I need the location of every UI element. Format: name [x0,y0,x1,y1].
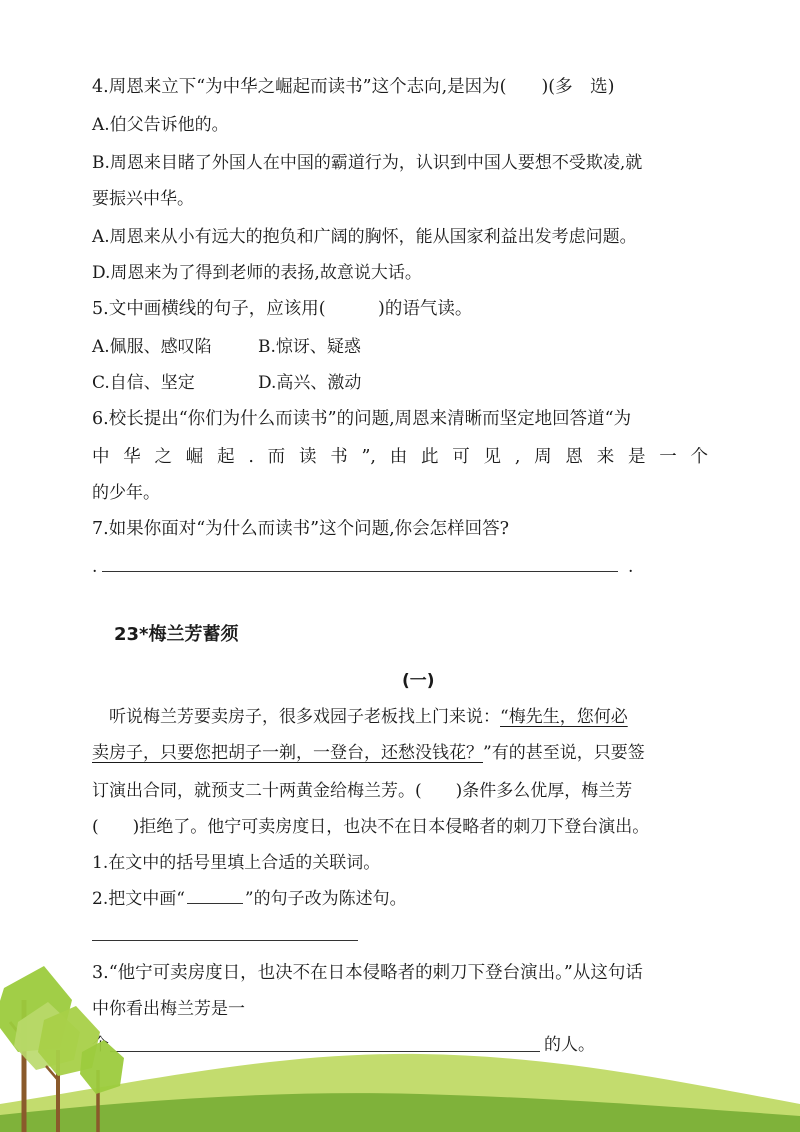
section-title: 23*梅兰芳蓄须 [114,624,239,645]
passage-l1-plain: 听说梅兰芳要卖房子，很多戏园子老板找上门来说： [92,707,500,727]
q7-answer-suffix: . [628,557,634,577]
q6-char: 中 [92,447,110,467]
q5-stem: 5.文中画横线的句子，应该用( )的语气读。 [92,299,473,319]
q5-option-c: C.自信、坚定 [92,373,195,393]
q7-stem: 7.如果你面对“为什么而读书”这个问题,你会怎样回答? [92,519,510,539]
q6-char: 恩 [565,447,583,467]
q6-char: 一 [659,447,677,467]
q6-char: 见 [483,447,502,467]
q4-option-b-line2: 要振兴中华。 [92,189,194,209]
q6-line1: 6.校长提出“你们为什么而读书”的问题,周恩来清晰而坚定地回答道“为 [92,409,632,429]
q6-char: 此 [421,447,439,467]
q5-option-d: D.高兴、激动 [258,373,362,393]
p2-q3-line1: 3.“他宁可卖房度日，也决不在日本侵略者的刺刀下登台演出。”从这句话 [92,963,643,983]
q6-char: 周 [534,447,552,467]
q4-option-c: A.周恩来从小有远大的抱负和广阔的胸怀，能从国家利益出发考虑问题。 [92,227,637,247]
passage-line4: ( )拒绝了。他宁可卖房度日，也决不在日本侵略者的刺刀下登台演出。 [92,817,650,837]
p2-q3-suffix: 的人。 [544,1035,595,1055]
q6-char: 之 [154,447,173,467]
p2-q2-suffix: ”的句子改为陈述句。 [244,889,407,909]
p2-q2-prefix: 2.把文中画“ [92,889,185,909]
passage-l1-underlined: “梅先生，您何必 [500,707,628,727]
q6-char: 读 [298,447,317,467]
q6-char: ”, [361,447,376,467]
q5-option-a: A.佩服、感叹陷 [92,337,212,357]
q6-char: 起 [217,447,235,467]
p2-q1: 1.在文中的括号里填上合适的关联词。 [92,853,381,873]
p2-q3-line2: 中你看出梅兰芳是一 [92,999,245,1019]
passage-l2-plain: ”有的甚至说，只要签 [483,743,645,763]
q5-option-b: B.惊讶、疑惑 [258,337,361,357]
q6-char: 书 [330,447,348,467]
q4-option-a: A.伯父告诉他的。 [92,115,229,135]
q4-option-b-line1: B.周恩来目睹了外国人在中国的霸道行为，认识到中国人要想不受欺凌,就 [92,153,643,173]
q6-char: 崛 [185,447,204,467]
q6-char: , [514,447,521,467]
section-subtitle: (一) [402,671,435,691]
q6-char: 而 [267,447,286,467]
q6-char: . [248,447,254,467]
q4-option-d: D.周恩来为了得到老师的表扬,故意说大话。 [92,263,422,283]
q6-char: 可 [452,447,470,467]
passage-l2-underlined: 卖房子，只要您把胡子一剃，一登台，还愁没钱花？ [92,743,483,763]
q6-char: 来 [596,447,615,467]
q6-char: 个 [690,447,708,467]
q6-char: 是 [627,447,646,467]
q6-line3: 的少年。 [92,483,160,503]
q4-stem: 4.周恩来立下“为中华之崛起而读书”这个志向,是因为( )(多 选) [92,77,615,97]
q7-answer-prefix: . [92,557,98,577]
q6-char: 由 [389,447,408,467]
passage-line3: 订演出合同，就预支二十两黄金给梅兰芳。( )条件多么优厚，梅兰芳 [92,781,633,801]
q6-char: 华 [123,447,141,467]
